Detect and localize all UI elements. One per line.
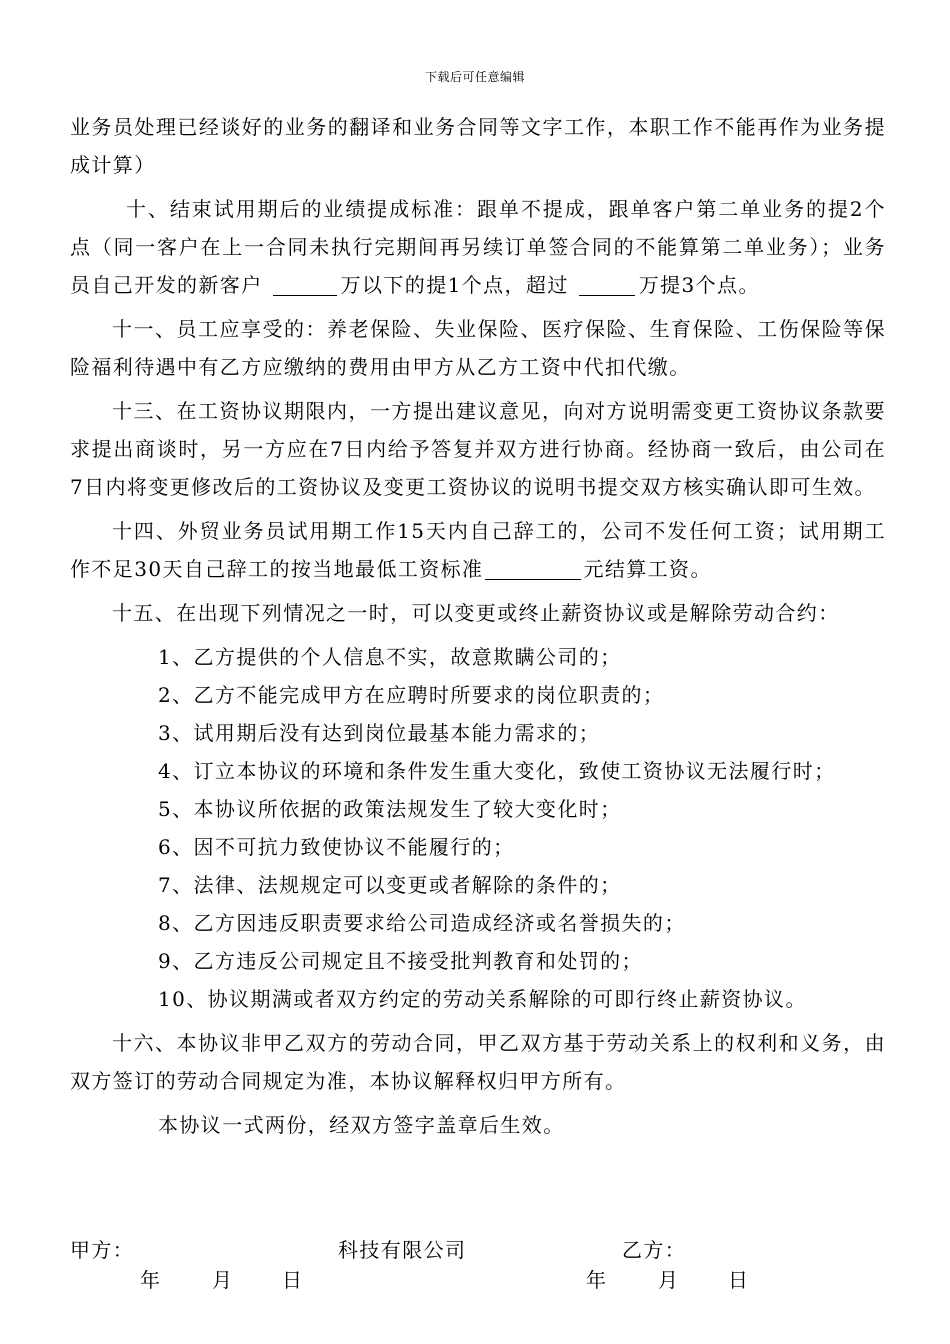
paragraph-eleven: 十一、员工应享受的：养老保险、失业保险、医疗保险、生育保险、工伤保险等保险福利待遇中有乙方应缴纳的费用由甲方从乙方工资中代扣代缴。: [70, 317, 886, 379]
date-year-a: 年: [140, 1268, 162, 1292]
date-day-b: 日: [728, 1268, 750, 1292]
blank-line: [485, 557, 581, 580]
party-a-label: 甲方：: [70, 1238, 135, 1262]
paragraph-ten-text-c: 万提3个点。: [638, 273, 760, 297]
list-item: 9、乙方违反公司规定且不接受批判教育和处罚的；: [158, 949, 643, 973]
blank-line: [273, 273, 337, 296]
company-name: 科技有限公司: [338, 1238, 467, 1262]
list-item: 1、乙方提供的个人信息不实，故意欺瞒公司的；: [158, 645, 622, 669]
blank-line: [579, 273, 635, 296]
paragraph-sixteen: 十六、本协议非甲乙双方的劳动合同，甲乙双方基于劳动关系上的权利和义务，由双方签订的劳动合同规定为准，本协议解释权归甲方所有。: [70, 1031, 886, 1093]
page-header: 下载后可任意编辑: [424, 70, 525, 84]
paragraph-ten-text-b: 万以下的提1个点，超过: [340, 273, 569, 297]
date-row: [70, 1264, 886, 1294]
date-month-a: 月: [212, 1268, 234, 1292]
list-item: 3、试用期后没有达到岗位最基本能力需求的；: [158, 721, 601, 745]
list-item: 7、法律、法规规定可以变更或者解除的条件的；: [158, 873, 622, 897]
date-month-b: 月: [658, 1268, 680, 1292]
condition-list: [70, 638, 886, 1018]
date-day-a: 日: [282, 1268, 304, 1292]
paragraph-ten-text-a: 十、结束试用期后的业绩提成标准：跟单不提成，跟单客户第二单业务的提2个点（同一客户在上一合同未执行完期间再另续订单签合同的不能算第二单业务）；业务员自己开发的新客户: [70, 197, 886, 297]
paragraph-continuation: 业务员处理已经谈好的业务的翻译和业务合同等文字工作，本职工作不能再作为业务提成计算）: [70, 115, 886, 177]
party-b-label: 乙方：: [622, 1238, 687, 1262]
list-item: 4、订立本协议的环境和条件发生重大变化，致使工资协议无法履行时；: [158, 759, 836, 783]
list-item: 6、因不可抗力致使协议不能履行的；: [158, 835, 515, 859]
paragraph-ten: [70, 190, 886, 304]
list-item: 5、本协议所依据的政策法规发生了较大变化时；: [158, 797, 622, 821]
signature-row: [70, 1234, 886, 1264]
paragraph-fourteen-text-a: 十四、外贸业务员试用期工作15天内自己辞工的，公司不发任何工资；试用期工作不足30天自己辞工的按当地最低工资标准: [70, 519, 886, 581]
paragraph-fourteen: [70, 512, 886, 588]
document-body: [70, 108, 886, 1150]
paragraph-thirteen: 十三、在工资协议期限内，一方提出建议意见，向对方说明需变更工资协议条款要求提出商谈时，另一方应在7日内给予答复并双方进行协商。经协商一致后，由公司在7日内将变更修改后的工资协议及变更工资协议的说明书提交双方核实确认即可生效。: [70, 399, 886, 499]
paragraph-fourteen-text-b: 元结算工资。: [583, 557, 712, 581]
list-item: 2、乙方不能完成甲方在应聘时所要求的岗位职责的；: [158, 683, 665, 707]
paragraph-fifteen: 十五、在出现下列情况之一时，可以变更或终止薪资协议或是解除劳动合约：: [112, 601, 840, 625]
list-item: 8、乙方因违反职责要求给公司造成经济或名誉损失的；: [158, 911, 686, 935]
closing-statement: 本协议一式两份，经双方签字盖章后生效。: [158, 1113, 565, 1137]
date-year-b: 年: [586, 1268, 608, 1292]
list-item: 10、协议期满或者双方约定的劳动关系解除的可即行终止薪资协议。: [158, 987, 807, 1011]
